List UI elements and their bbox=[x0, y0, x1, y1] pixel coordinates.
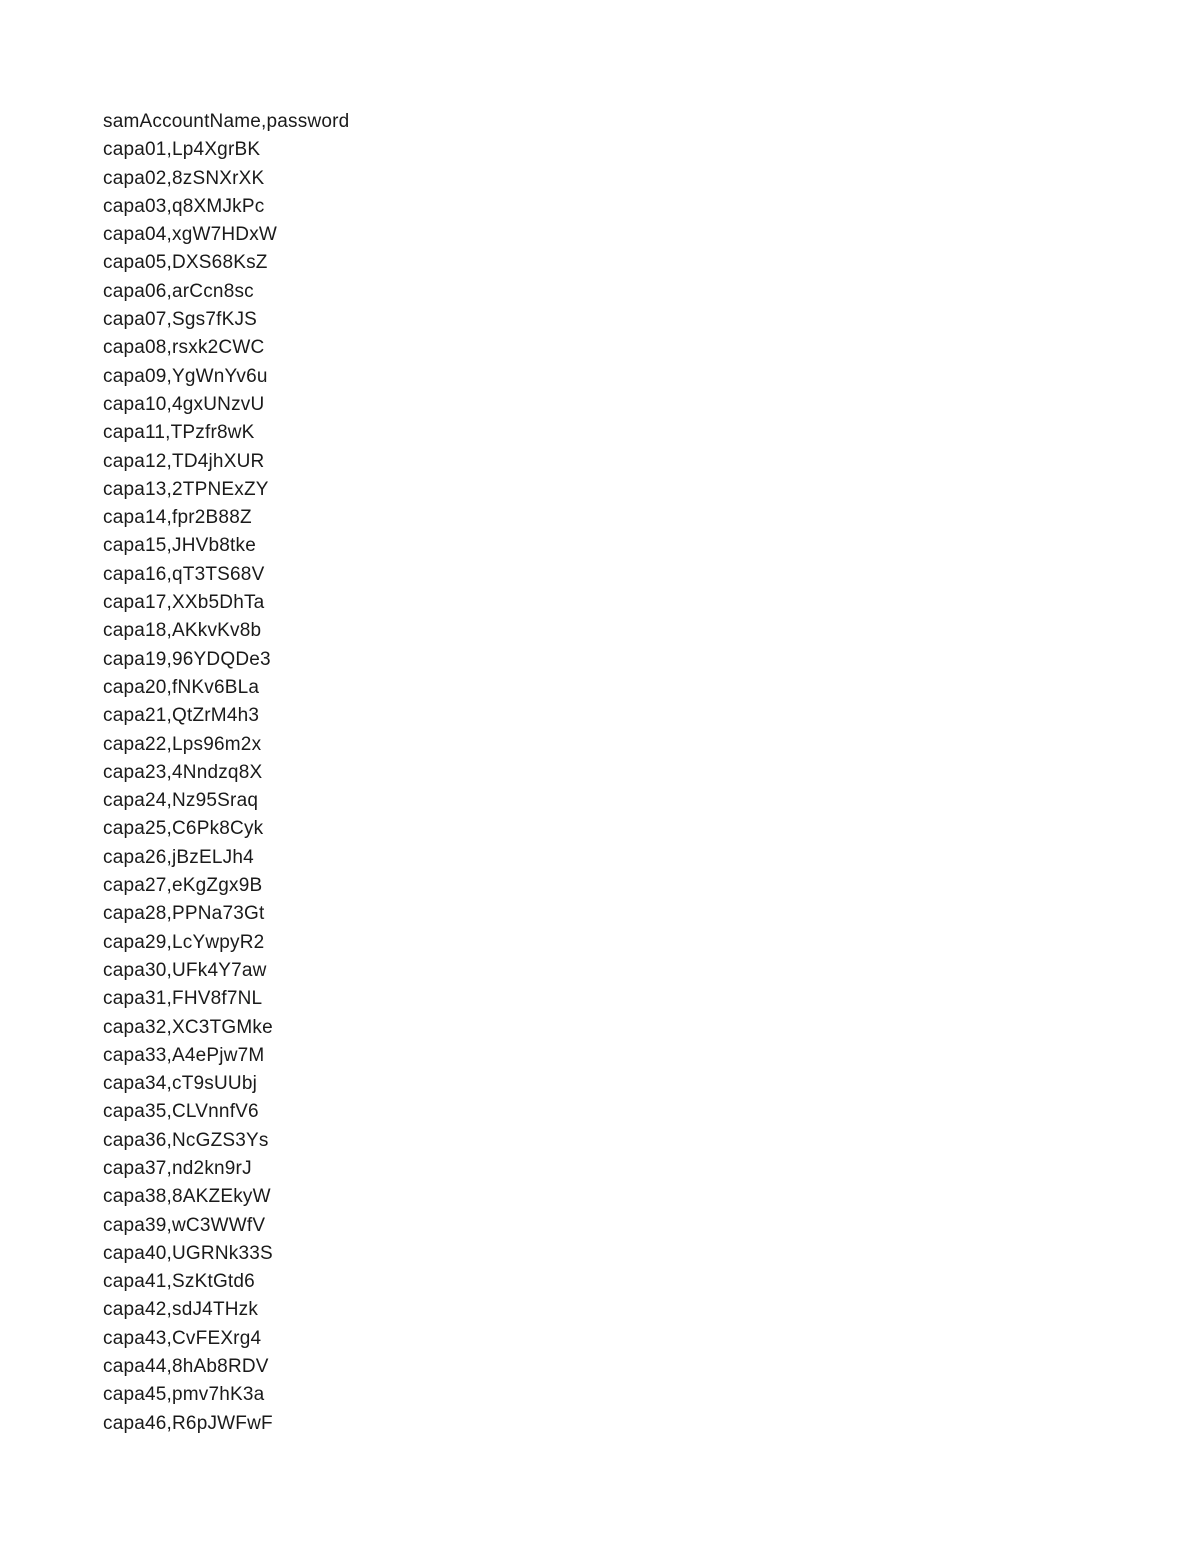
csv-data-line: capa12,TD4jhXUR bbox=[103, 450, 265, 472]
csv-data-line: capa11,TPzfr8wK bbox=[103, 422, 255, 444]
csv-data-line: capa07,Sgs7fKJS bbox=[103, 309, 258, 331]
csv-data-line: capa27,eKgZgx9B bbox=[103, 875, 263, 897]
csv-data-line: capa37,nd2kn9rJ bbox=[103, 1157, 252, 1179]
csv-data-line: capa32,XC3TGMke bbox=[103, 1016, 273, 1038]
csv-data-line: capa08,rsxk2CWC bbox=[103, 337, 265, 359]
csv-data-line: capa10,4gxUNzvU bbox=[103, 393, 265, 415]
csv-data-line: capa41,SzKtGtd6 bbox=[103, 1271, 255, 1293]
csv-data-line: capa16,qT3TS68V bbox=[103, 563, 265, 585]
csv-data-line: capa05,DXS68KsZ bbox=[103, 252, 268, 274]
csv-data-line: capa36,NcGZS3Ys bbox=[103, 1129, 269, 1151]
csv-data-line: capa14,fpr2B88Z bbox=[103, 507, 252, 529]
csv-data-line: capa09,YgWnYv6u bbox=[103, 365, 268, 387]
csv-data-line: capa28,PPNa73Gt bbox=[103, 903, 265, 925]
csv-text-lines bbox=[103, 108, 349, 1438]
csv-data-line: capa45,pmv7hK3a bbox=[103, 1384, 265, 1406]
csv-data-line: capa03,q8XMJkPc bbox=[103, 195, 265, 217]
csv-data-line: capa04,xgW7HDxW bbox=[103, 224, 278, 246]
csv-data-line: capa13,2TPNExZY bbox=[103, 478, 269, 500]
csv-data-line: capa26,jBzELJh4 bbox=[103, 846, 254, 868]
csv-data-line: capa35,CLVnnfV6 bbox=[103, 1101, 259, 1123]
csv-data-line: capa25,C6Pk8Cyk bbox=[103, 818, 264, 840]
csv-data-line: capa18,AKkvKv8b bbox=[103, 620, 262, 642]
csv-data-line: capa15,JHVb8tke bbox=[103, 535, 256, 557]
csv-data-line: capa46,R6pJWFwF bbox=[103, 1412, 273, 1434]
csv-data-line: capa20,fNKv6BLa bbox=[103, 676, 260, 698]
csv-data-line: capa38,8AKZEkyW bbox=[103, 1186, 271, 1208]
csv-data-line: capa42,sdJ4THzk bbox=[103, 1299, 259, 1321]
csv-data-line: capa22,Lps96m2x bbox=[103, 733, 262, 755]
csv-data-line: capa01,Lp4XgrBK bbox=[103, 139, 261, 161]
csv-data-line: capa39,wC3WWfV bbox=[103, 1214, 266, 1236]
csv-data-line: capa19,96YDQDe3 bbox=[103, 648, 271, 670]
csv-data-line: capa34,cT9sUUbj bbox=[103, 1073, 258, 1095]
csv-data-line: capa02,8zSNXrXK bbox=[103, 167, 265, 189]
csv-data-line: capa43,CvFEXrg4 bbox=[103, 1327, 262, 1349]
csv-data-line: capa23,4Nndzq8X bbox=[103, 761, 263, 783]
csv-data-line: capa06,arCcn8sc bbox=[103, 280, 254, 302]
csv-data-line: capa24,Nz95Sraq bbox=[103, 790, 259, 812]
csv-data-line: capa44,8hAb8RDV bbox=[103, 1356, 269, 1378]
csv-header-line: samAccountName,password bbox=[103, 111, 350, 132]
csv-data-line: capa17,XXb5DhTa bbox=[103, 592, 265, 614]
csv-data-line: capa40,UGRNk33S bbox=[103, 1242, 273, 1264]
csv-data-line: capa21,QtZrM4h3 bbox=[103, 705, 260, 727]
csv-data-line: capa30,UFk4Y7aw bbox=[103, 959, 267, 981]
csv-data-line: capa31,FHV8f7NL bbox=[103, 988, 263, 1010]
csv-data-line: capa29,LcYwpyR2 bbox=[103, 931, 265, 953]
csv-data-line: capa33,A4ePjw7M bbox=[103, 1044, 265, 1066]
